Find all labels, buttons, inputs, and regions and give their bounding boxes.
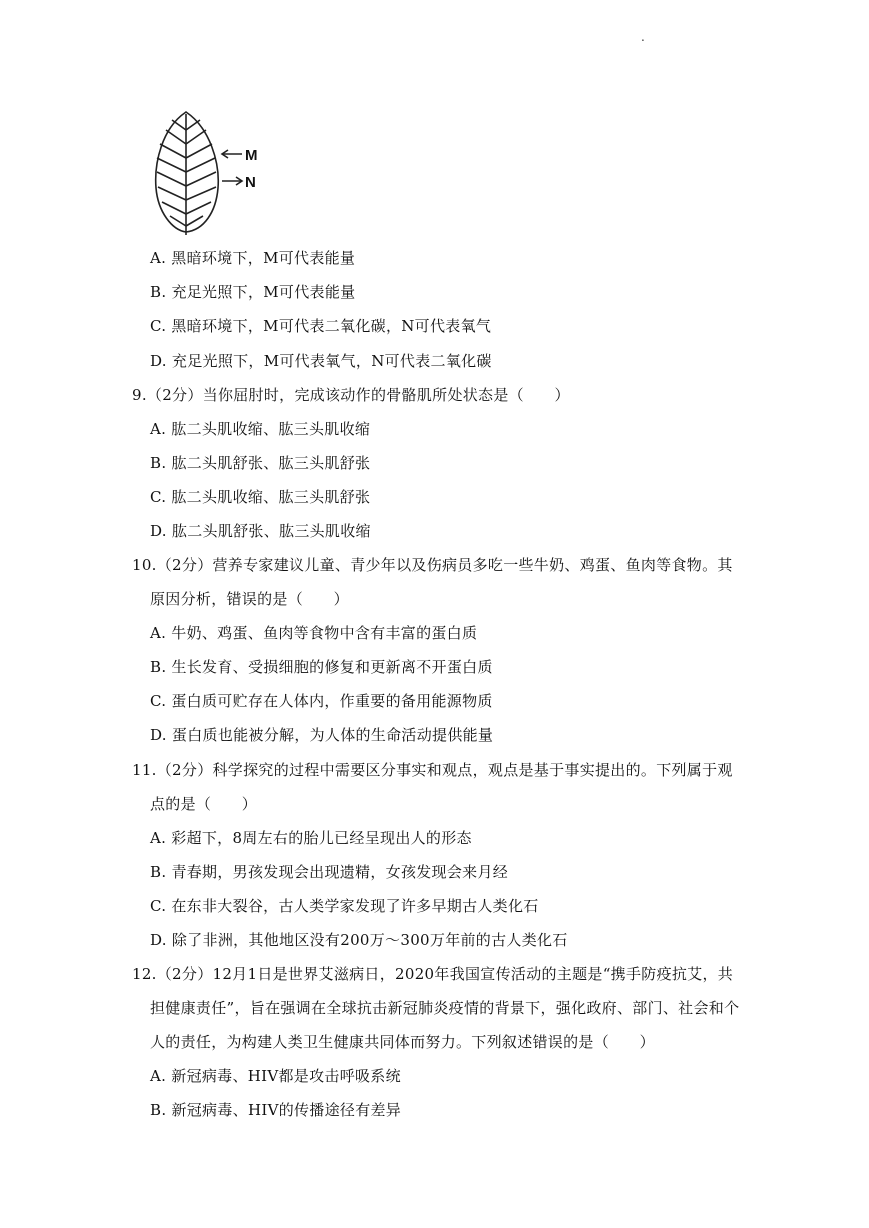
q10-option-c: C. 蛋白质可贮存在人体内，作重要的备用能源物质: [150, 692, 493, 710]
q11-option-a: A. 彩超下，8周左右的胎儿已经呈现出人的形态: [150, 829, 472, 847]
q8-option-b: B. 充足光照下，M可代表能量: [150, 283, 356, 301]
corner-mark: .: [641, 30, 645, 44]
q12-stem-cont-1: 担健康责任”，旨在强调在全球抗击新冠肺炎疫情的背景下，强化政府、部门、社会和个: [150, 999, 740, 1017]
q9-option-a: A. 肱二头肌收缩、肱三头肌收缩: [150, 420, 371, 438]
q10-option-d: D. 蛋白质也能被分解，为人体的生命活动提供能量: [150, 726, 494, 744]
q9-option-d: D. 肱二头肌舒张、肱三头肌收缩: [150, 522, 371, 540]
q11-option-c: C. 在东非大裂谷，古人类学家发现了许多早期古人类化石: [150, 897, 539, 915]
q8-option-a: A. 黑暗环境下，M可代表能量: [150, 249, 356, 267]
q10-stem: 10.（2分）营养专家建议儿童、青少年以及伤病员多吃一些牛奶、鸡蛋、鱼肉等食物。其: [132, 556, 733, 574]
label-m: M: [245, 147, 258, 164]
q11-option-d: D. 除了非洲，其他地区没有200万～300万年前的古人类化石: [150, 931, 568, 949]
q10-stem-cont: 原因分析，错误的是（ ）: [150, 590, 349, 608]
q11-stem-cont: 点的是（ ）: [150, 795, 258, 813]
q8-option-c: C. 黑暗环境下，M可代表二氧化碳，N可代表氧气: [150, 317, 492, 335]
q12-option-b: B. 新冠病毒、HIV的传播途径有差异: [150, 1101, 402, 1119]
q11-stem: 11.（2分）科学探究的过程中需要区分事实和观点，观点是基于事实提出的。下列属于观: [132, 761, 733, 779]
label-n: N: [245, 174, 256, 191]
q9-option-b: B. 肱二头肌舒张、肱三头肌舒张: [150, 454, 371, 472]
q8-option-d: D. 充足光照下，M可代表氧气，N可代表二氧化碳: [150, 352, 492, 370]
q9-stem: 9.（2分）当你屈肘时，完成该动作的骨骼肌所处状态是（ ）: [132, 386, 570, 404]
q12-stem-cont-2: 人的责任，为构建人类卫生健康共同体而努力。下列叙述错误的是（ ）: [150, 1033, 655, 1051]
q12-stem: 12.（2分）12月1日是世界艾滋病日，2020年我国宣传活动的主题是“携手防疫抗艾，共: [132, 965, 734, 983]
q12-option-a: A. 新冠病毒、HIV都是攻击呼吸系统: [150, 1067, 401, 1085]
q11-option-b: B. 青春期，男孩发现会出现遗精，女孩发现会来月经: [150, 863, 509, 881]
q9-option-c: C. 肱二头肌收缩、肱三头肌舒张: [150, 488, 371, 506]
leaf-diagram: [148, 108, 278, 236]
q10-option-b: B. 生长发育、受损细胞的修复和更新离不开蛋白质: [150, 658, 493, 676]
q10-option-a: A. 牛奶、鸡蛋、鱼肉等食物中含有丰富的蛋白质: [150, 624, 478, 642]
